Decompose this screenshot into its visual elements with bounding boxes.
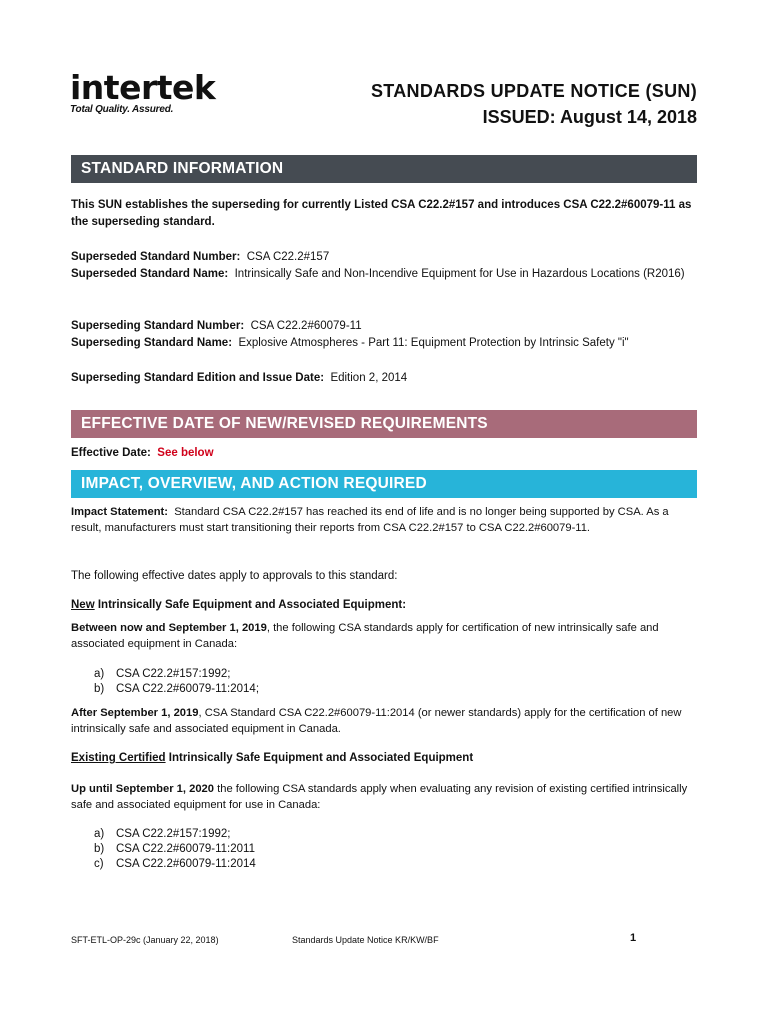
info-intro: This SUN establishes the superseding for currently Listed CSA C22.2#157 and introduces CSA C22.2#60079-11 as the superseding standard. [71,199,692,228]
list-marker: a) [94,668,105,680]
standards-list-existing [94,827,256,872]
label: Superseded Standard Name: [71,268,229,280]
list-marker: c) [94,858,104,870]
label: Superseding Standard Name: [71,337,233,349]
list-text: CSA C22.2#157:1992; [116,828,231,840]
list-marker: b) [94,683,105,695]
logo-tagline: Total Quality. Assured. [70,104,174,115]
label: Superseded Standard Number: [71,251,241,263]
document-title: STANDARDS UPDATE NOTICE (SUN) [370,81,697,101]
existing-heading [71,750,701,767]
upuntil-text: the following CSA standards apply when evaluating any revision of existing certified intrinsically safe and associated equipment for use in Canada: [71,783,688,811]
after-date: After September 1, 2019 [71,707,199,719]
list-text: CSA C22.2#60079-11:2014; [116,683,260,695]
value: See below [157,447,214,459]
list-text: CSA C22.2#60079-11:2011 [116,843,255,855]
page-number: 1 [630,932,637,944]
list-marker: a) [94,828,105,840]
value: CSA C22.2#157 [246,251,330,263]
value: Standard CSA C22.2#157 has reached its end of life and is no longer being supported by CSA. As a result, manufacturers must start transitioning their reports from CSA C22.2#157 to CSA C22.2#60079-11. [71,506,669,534]
list-item [94,667,259,682]
existing-heading-underlined: Existing Certified [71,752,166,764]
between-paragraph [71,620,701,652]
standards-list-new [94,667,259,697]
effective-date-row [71,445,701,462]
label: Effective Date: [71,447,151,459]
existing-heading-rest: Intrinsically Safe Equipment and Associated Equipment [165,752,474,764]
new-heading-underlined: New [71,599,95,611]
section-header-effective-date: EFFECTIVE DATE OF NEW/REVISED REQUIREMENTS [71,410,697,438]
list-text: CSA C22.2#157:1992; [116,668,231,680]
superseding-number-row [71,318,701,335]
value: Intrinsically Safe and Non-Incendive Equipment for Use in Hazardous Locations (R2016) [234,268,685,280]
value: Edition 2, 2014 [330,372,408,384]
section-header-standard-information: STANDARD INFORMATION [71,155,697,183]
value: CSA C22.2#60079-11 [250,320,362,332]
new-heading [71,597,701,614]
new-heading-rest: Intrinsically Safe Equipment and Associated Equipment: [94,599,407,611]
footer-doc-id: SFT-ETL-OP-29c (January 22, 2018) [71,935,219,945]
after-paragraph [71,705,701,737]
list-marker: b) [94,843,105,855]
upuntil-paragraph [71,781,701,813]
logo-wordmark: intertek [70,68,216,107]
list-item [94,842,256,857]
list-item [94,682,259,697]
label: Superseding Standard Edition and Issue Date: [71,372,325,384]
edition-row [71,370,701,387]
label: Superseding Standard Number: [71,320,245,332]
document-title-block [371,79,697,129]
label: Impact Statement: [71,506,168,518]
value: Explosive Atmospheres - Part 11: Equipment Protection by Intrinsic Safety "i" [238,337,629,349]
list-text: CSA C22.2#60079-11:2014 [116,858,256,870]
list-item [94,827,256,842]
upuntil-date: Up until September 1, 2020 [71,783,214,795]
superseded-number-row [71,249,701,266]
between-date: Between now and September 1, 2019 [71,622,267,634]
superseding-name-row [71,335,701,352]
list-item [94,857,256,872]
after-text: , CSA Standard CSA C22.2#60079-11:2014 (or newer standards) apply for the certification of new intrinsically safe and associated equipment in Canada. [71,707,682,735]
dates-intro: The following effective dates apply to approvals to this standard: [71,570,398,582]
between-text: , the following CSA standards apply for certification of new intrinsically safe and associated equipment in Canada: [71,622,659,650]
issued-date: ISSUED: August 14, 2018 [482,107,697,127]
footer-center: Standards Update Notice KR/KW/BF [292,935,439,945]
intertek-logo [70,70,220,122]
superseded-name-row [71,266,701,283]
impact-statement [71,504,701,536]
section-header-impact: IMPACT, OVERVIEW, AND ACTION REQUIRED [71,470,697,498]
